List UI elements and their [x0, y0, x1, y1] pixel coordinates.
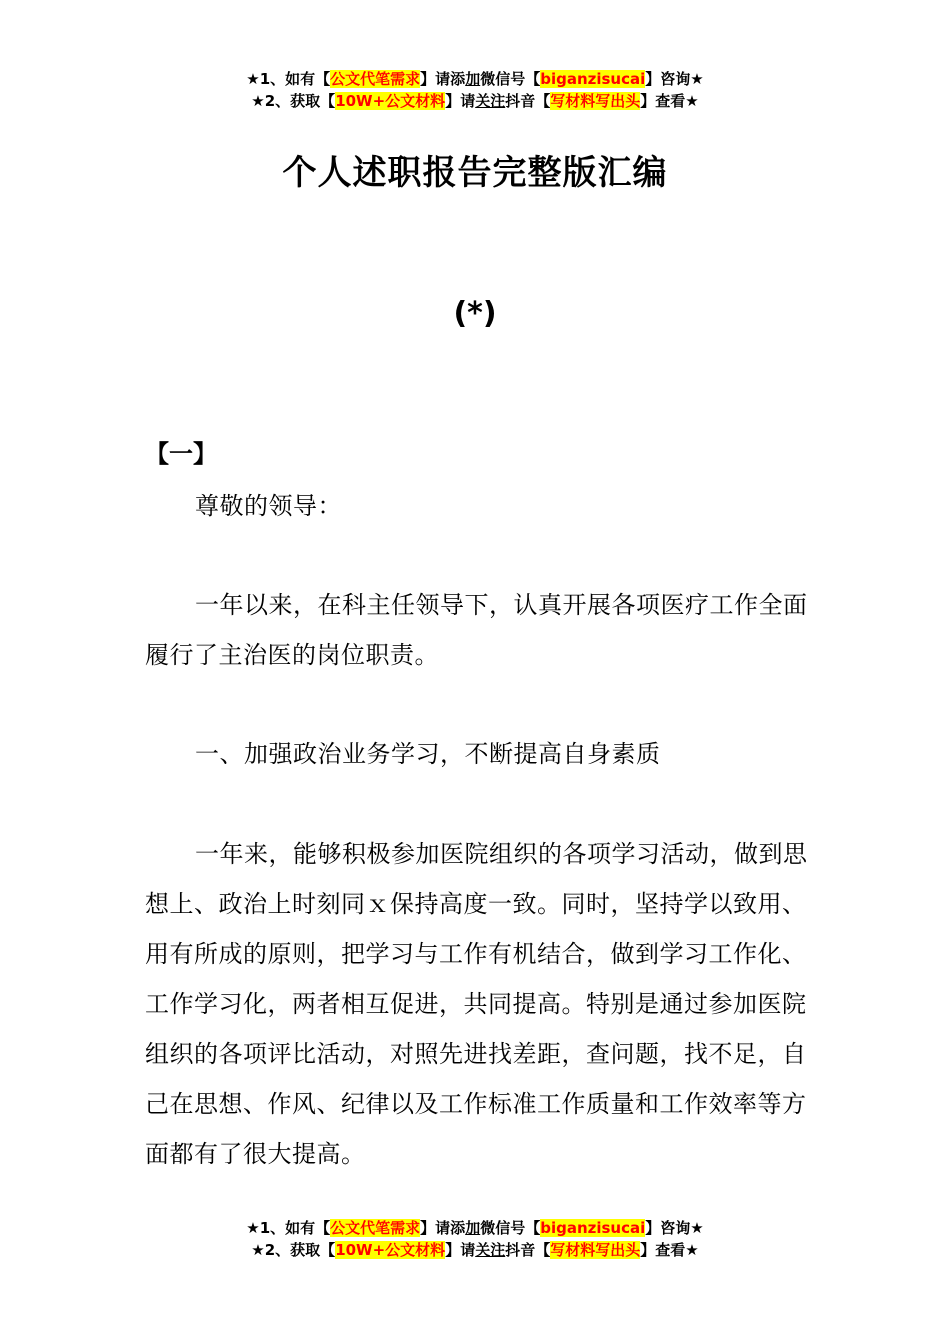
paragraph-text: 一、加强政治业务学习，不断提高自身素质	[195, 740, 661, 768]
promo-header	[0, 68, 950, 112]
promo-text: ★1、如有【	[246, 70, 331, 88]
paragraph-text: 尊敬的领导：	[195, 492, 342, 520]
paragraph-salutation	[145, 481, 810, 531]
promo-underline: 加	[465, 1219, 481, 1237]
document-subtitle: (*)	[453, 296, 497, 331]
promo-highlight: 10W+公文材料	[335, 1241, 446, 1259]
promo-text: 】查看★	[640, 92, 699, 110]
promo-text: 】请添	[420, 70, 466, 88]
promo-highlight: biganzisucai	[540, 70, 646, 88]
promo-text: ★2、获取【	[251, 92, 336, 110]
section-label: 【一】	[145, 440, 217, 468]
document-title: 个人述职报告完整版汇编	[282, 153, 668, 193]
promo-underline: 加	[465, 70, 481, 88]
promo-text: 】请添	[420, 1219, 466, 1237]
promo-highlight: biganzisucai	[540, 1219, 646, 1237]
promo-text: 】咨询★	[645, 70, 704, 88]
paragraph-intro	[145, 580, 810, 680]
promo-highlight: 写材料写出头	[550, 1241, 641, 1259]
promo-highlight: 10W+公文材料	[335, 92, 446, 110]
promo-text: 】请	[445, 1241, 476, 1259]
promo-line-1	[0, 68, 950, 90]
promo-underline: 关注	[475, 1241, 506, 1259]
promo-text: 抖音【	[505, 1241, 551, 1259]
promo-text: ★2、获取【	[251, 1241, 336, 1259]
promo-text: 】查看★	[640, 1241, 699, 1259]
promo-line-2	[0, 1239, 950, 1261]
promo-highlight: 公文代笔需求	[330, 70, 421, 88]
paragraph-text: 一年以来，在科主任领导下，认真开展各项医疗工作全面履行了主治医的岗位职责。	[145, 591, 808, 669]
paragraph-heading	[145, 729, 810, 779]
promo-footer	[0, 1217, 950, 1261]
promo-highlight: 公文代笔需求	[330, 1219, 421, 1237]
paragraph-body	[145, 829, 810, 1179]
promo-line-2	[0, 90, 950, 112]
promo-text: 微信号【	[480, 1219, 541, 1237]
promo-text: 微信号【	[480, 70, 541, 88]
promo-highlight: 写材料写出头	[550, 92, 641, 110]
promo-underline: 关注	[475, 92, 506, 110]
paragraph-text: 一年来，能够积极参加医院组织的各项学习活动，做到思想上、政治上时刻同ｘ保持高度一致。同时，坚持学以致用、用有所成的原则，把学习与工作有机结合，做到学习工作化、工作学习化，两者相互促进，共同提高。特别是通过参加医院组织的各项评比活动，对照先进找差距，查问题，找不足，自己在思想、作风、纪律以及工作标准工作质量和工作效率等方面都有了很大提高。	[145, 840, 808, 1168]
promo-text: 抖音【	[505, 92, 551, 110]
promo-text: 】请	[445, 92, 476, 110]
promo-line-1	[0, 1217, 950, 1239]
promo-text: ★1、如有【	[246, 1219, 331, 1237]
promo-text: 】咨询★	[645, 1219, 704, 1237]
